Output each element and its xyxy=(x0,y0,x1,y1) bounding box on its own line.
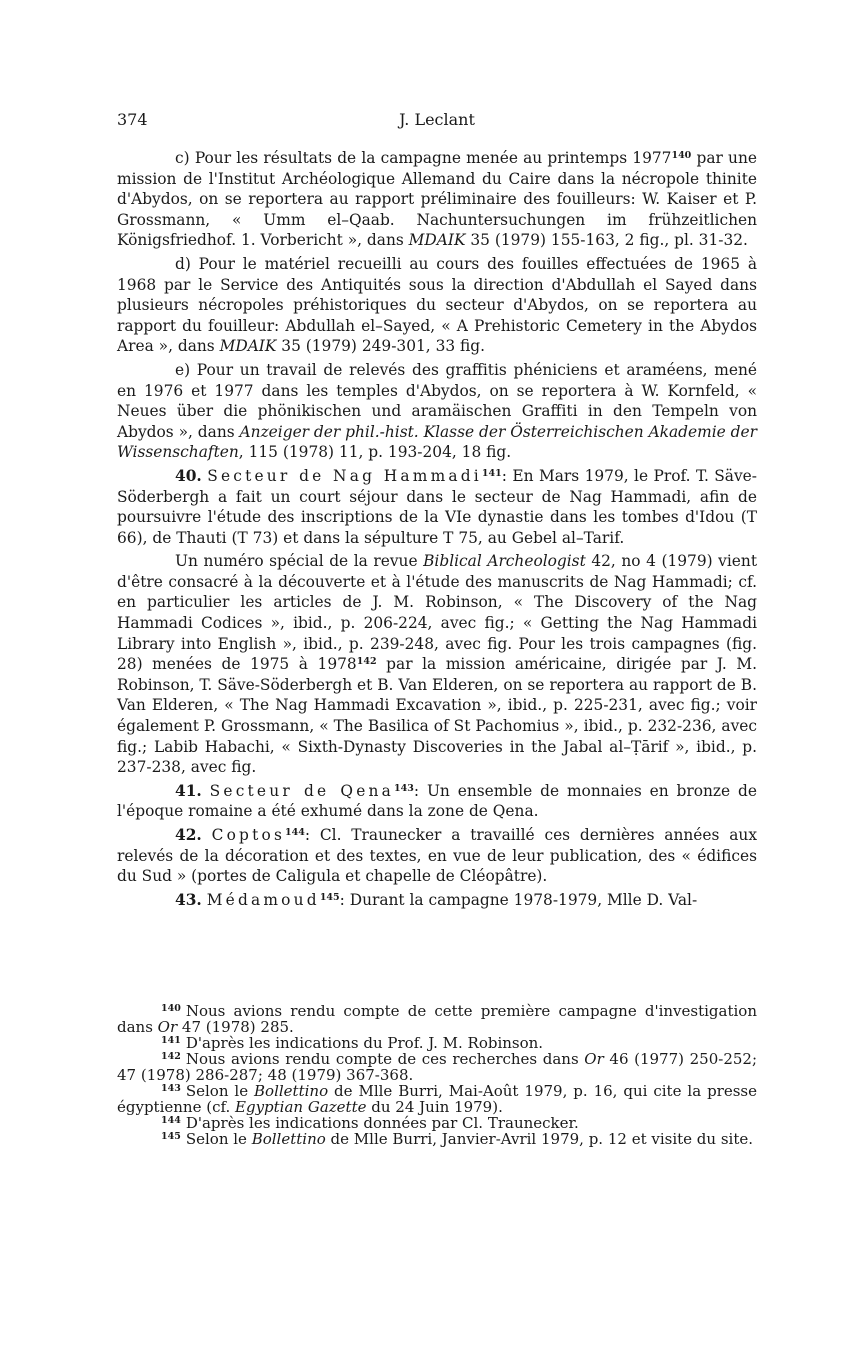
footnote-ref: 145 xyxy=(319,891,340,903)
section-43-medamoud xyxy=(117,890,757,911)
spaced-heading: Coptos xyxy=(211,826,286,844)
footnote-ref: 144 xyxy=(285,827,305,838)
section-number: 40. xyxy=(175,466,202,485)
text-run: : Un ensemble de monnaies en bronze de l'époque romaine a été exhumé dans la zone de Qena. xyxy=(117,781,757,821)
paragraph-biblical-archeologist xyxy=(117,551,757,778)
spaced-heading: Secteur de Nag Hammadi xyxy=(207,466,482,485)
text-run: D'après les indications données par Cl. Traunecker. xyxy=(185,1114,579,1132)
text-run: de Mlle Burri, Janvier-Avril 1979, p. 12 et visite du site. xyxy=(325,1130,754,1148)
text-run: Selon le xyxy=(185,1130,252,1148)
spaced-heading: Médamoud xyxy=(206,890,320,909)
italic-text: MDAIK xyxy=(219,337,277,356)
text-run: e) Pour un travail de relevés des graffitis phéniciens et araméens, mené en 1976 et 1977 dans les temples d'Abydos, on se reportera à W. Kornfeld, « Neues über die phönikischen und aramäischen Graffiti in den Tempeln von Abydos », dans xyxy=(117,360,757,441)
footnote-ref: 144 xyxy=(161,1115,181,1126)
text-run: 46 (1977) 250-252; 47 (1978) 286-287; 48 (1979) 367-368. xyxy=(117,1050,758,1084)
section-number: 42. xyxy=(175,826,202,844)
section-41-qena xyxy=(117,781,757,822)
text-run: : Cl. Traunecker a travaillé ces dernières années aux relevés de la décoration et des textes, en vue de leur publication, des « édifices du Sud » (portes de Caligula et chapelle de Cléopâtre). xyxy=(117,826,757,886)
footnote-ref: 141 xyxy=(161,1035,181,1046)
footnote-ref: 140 xyxy=(671,150,692,161)
page-number: 374 xyxy=(117,110,148,129)
text-run xyxy=(202,782,210,800)
text-run: d) Pour le matériel recueilli au cours des fouilles effectuées de 1965 à 1968 par le Service des Antiquités sous la direction d'Abdullah el Sayed dans plusieurs nécropoles préhistoriques du secteur d'Abydos, on se reportera au rapport du fouilleur: Abdullah el–Sayed, « A Prehistoric Cemetery in the Abydos Area », dans xyxy=(117,254,757,356)
italic-text: Biblical Archeologist xyxy=(423,552,586,571)
footnote-143 xyxy=(117,1083,757,1115)
text-run: par une mission de l'Institut Archéologique Allemand du Caire dans la nécropole thinite d'Abydos, on se reportera au rapport préliminaire des fouilleurs: W. Kaiser et P. Grossmann, « Umm el–Qaab. Nachuntersuchungen im frühzeitlichen Königsfriedhof. 1. Vorbericht », dans xyxy=(117,149,757,250)
text-run: 47 (1978) 285. xyxy=(177,1018,294,1036)
text-run: de Mlle Burri, Mai-Août 1979, p. 16, qui cite la presse égyptienne (cf. xyxy=(117,1082,757,1116)
text-run xyxy=(202,826,212,844)
text-run: : En Mars 1979, le Prof. T. Säve-Söderbergh a fait un court séjour dans le secteur de Nag Hammadi, afin de poursuivre l'étude des inscriptions de la VIe dynastie dans les tombes d'Idou (T 66), de Thauti (T 73) et dans la sépulture T 75, au Gebel al–Tarif. xyxy=(117,466,757,547)
italic-text: Anzeiger der phil.-hist. Klasse der Österreichischen Akademie der Wissenschaften xyxy=(117,422,757,462)
footnote-ref: 143 xyxy=(161,1083,181,1094)
footnote-ref: 141 xyxy=(481,467,502,479)
running-head: J. Leclant xyxy=(399,110,475,129)
text-run: Nous avions rendu compte de ces recherches dans xyxy=(185,1050,585,1068)
footnotes xyxy=(117,1003,757,1147)
footnote-ref: 145 xyxy=(161,1131,181,1142)
paragraph-c-abydos-campaign xyxy=(117,148,757,251)
footnote-145 xyxy=(117,1131,757,1147)
section-number: 41. xyxy=(175,781,202,800)
section-number: 43. xyxy=(175,890,202,909)
spaced-heading: Secteur de Qena xyxy=(209,781,395,800)
text-run: Nous avions rendu compte de cette première campagne d'investigation dans xyxy=(117,1002,757,1036)
italic-text: Or xyxy=(157,1018,178,1036)
text-run: par la mission américaine, dirigée par J. M. Robinson, T. Säve-Söderbergh et B. Van Elderen, on se reportera au rapport de B. Van Elderen, « The Nag Hammadi Excavation », ibid., p. 225-231, avec fig.; voir également P. Grossmann, « The Basilica of St Pachomius », ibid., p. 232-236, avec fig.; Labib Habachi, « Sixth-Dynasty Discoveries in the Jabal al–Ṭārif », ibid., p. 237-238, avec fig. xyxy=(117,655,757,777)
page-header xyxy=(117,110,757,134)
text-run: du 24 Juin 1979). xyxy=(366,1098,503,1116)
footnote-144 xyxy=(117,1115,757,1131)
footnote-ref: 140 xyxy=(161,1003,181,1014)
text-run: Pour les résultats de la campagne menée au printemps 1977 xyxy=(194,149,672,167)
footnote-140 xyxy=(117,1003,757,1035)
italic-text: Bollettino xyxy=(251,1130,326,1148)
italic-text: Bollettino xyxy=(254,1082,329,1100)
text-run: c) xyxy=(175,149,195,167)
footnote-ref: 143 xyxy=(394,782,414,794)
text-run: D'après les indications du Prof. J. M. Robinson. xyxy=(185,1034,544,1052)
footnote-ref: 142 xyxy=(161,1051,181,1062)
text-run: , 115 (1978) 11, p. 193-204, 18 fig. xyxy=(238,443,512,462)
footnote-142 xyxy=(117,1051,757,1083)
section-40-nag-hammadi xyxy=(117,466,757,548)
section-42-coptos xyxy=(117,825,757,887)
footnote-141 xyxy=(117,1035,757,1051)
body-text xyxy=(117,148,757,910)
italic-text: Egyptian Gazette xyxy=(235,1098,367,1116)
text-run: 35 (1979) 155-163, 2 fig., pl. 31-32. xyxy=(465,231,748,250)
italic-text: Or xyxy=(584,1050,604,1068)
italic-text: MDAIK xyxy=(408,231,466,250)
text-run: : Durant la campagne 1978-1979, Mlle D. Val- xyxy=(339,890,698,909)
text-run: Un numéro spécial de la revue xyxy=(175,552,424,571)
text-run: 35 (1979) 249-301, 33 fig. xyxy=(276,337,486,356)
text-run: Selon le xyxy=(185,1082,255,1100)
paragraph-e-graffiti xyxy=(117,360,757,463)
paragraph-d-prehistoric-material xyxy=(117,254,757,357)
footnote-ref: 142 xyxy=(356,656,377,668)
text-run: 42, no 4 (1979) vient d'être consacré à la découverte et à l'étude des manuscrits de Nag Hammadi; cf. en particulier les articles de J. M. Robinson, « The Discovery of the Nag Hammadi Codices », ibid., p. 206-224, avec fig.; « Getting the Nag Hammadi Library into English », ibid., p. 239-248, avec fig. Pour les trois campagnes (fig. 28) menées de 1975 à 1978 xyxy=(117,552,757,674)
